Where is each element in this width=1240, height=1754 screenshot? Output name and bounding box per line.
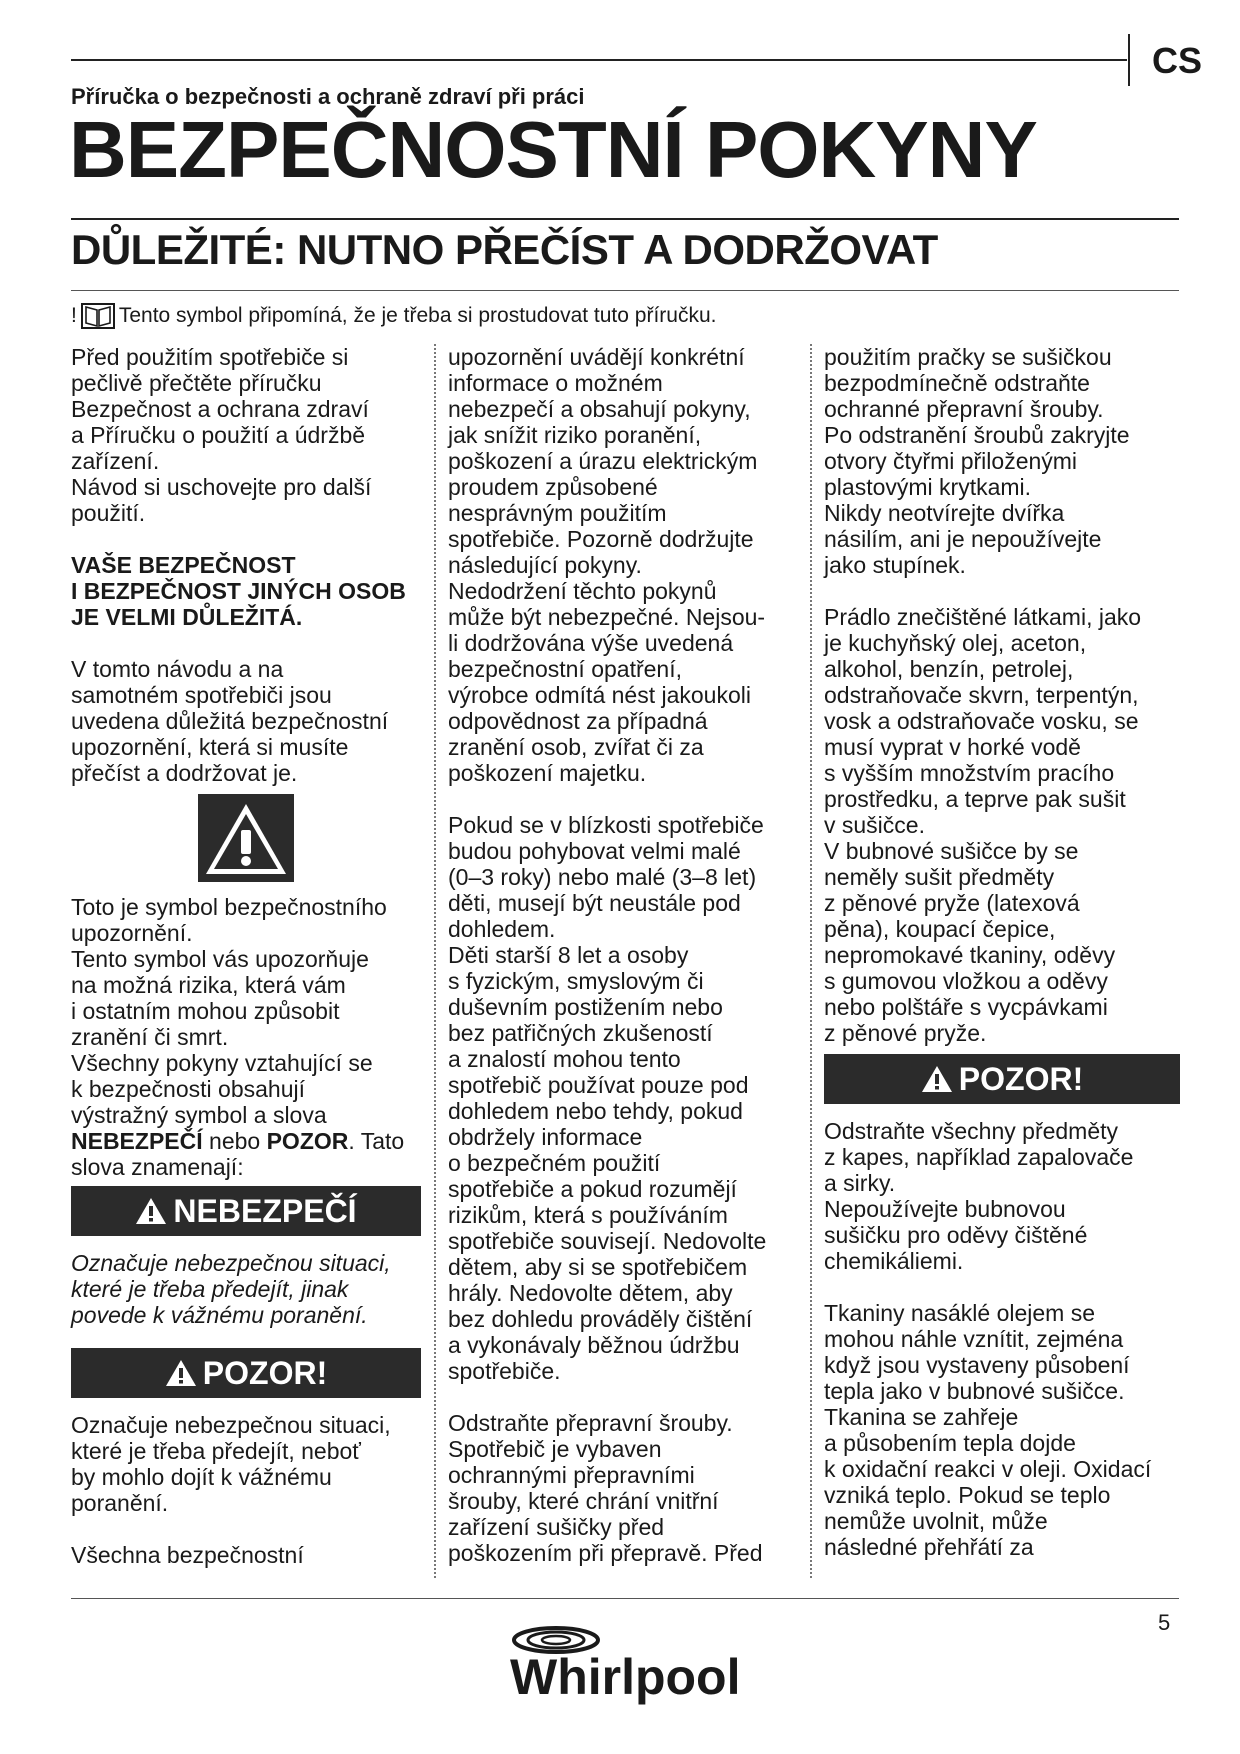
text-line: přečíst a dodržovat je. — [71, 760, 298, 786]
paragraph-children — [448, 812, 800, 1384]
text-line: poškozením při přepravě. Před — [448, 1540, 763, 1566]
text-line: na možná rizika, která vám — [71, 972, 346, 998]
caution-label: POZOR! — [958, 1061, 1084, 1097]
text-line: vosk a odstraňovače vosku, se — [824, 708, 1139, 734]
text-line: bez patřičných zkušeností — [448, 1020, 713, 1046]
text-line: výrobce odmítá nést jakoukoli — [448, 682, 751, 708]
warning-triangle-icon — [135, 1197, 167, 1225]
text-line: V bubnové sušičce by se — [824, 838, 1079, 864]
text-line: (0–3 roky) nebo malé (3–8 let) — [448, 864, 757, 890]
text-line: by mohlo dojít k vážnému — [71, 1464, 332, 1490]
text-fragment: nebo — [202, 1128, 267, 1154]
text-line: spotřebič používat pouze pod — [448, 1072, 749, 1098]
text-line: neměly sušit předměty — [824, 864, 1055, 890]
text-line: Toto je symbol bezpečnostního — [71, 894, 387, 920]
safety-heading-line: JE VELMI DŮLEŽITÁ. — [71, 604, 303, 630]
text-line: Po odstranění šroubů zakryjte — [824, 422, 1130, 448]
text-line: bezpodmínečně odstraňte — [824, 370, 1090, 396]
text-line: ochranné přepravní šrouby. — [824, 396, 1104, 422]
text-line: Návod si uschovejte pro další — [71, 474, 372, 500]
text-line: spotřebiče. Pozorně dodržujte — [448, 526, 754, 552]
text-line: zařízení sušičky před — [448, 1514, 665, 1540]
page-title: BEZPEČNOSTNÍ POKYNY — [69, 105, 1037, 194]
text-line: Všechna bezpečnostní — [71, 1542, 304, 1568]
text-line: odstraňovače skvrn, terpentýn, — [824, 682, 1139, 708]
text-line: plastovými krytkami. — [824, 474, 1032, 500]
safety-heading-line: I BEZPEČNOST JINÝCH OSOB — [71, 578, 406, 604]
text-line: poškození majetku. — [448, 760, 647, 786]
text-line: z pěnové pryže. — [824, 1020, 987, 1046]
text-line: informace o možném — [448, 370, 663, 396]
text-line: s gumovou vložkou a oděvy — [824, 968, 1108, 994]
text-line: děti, musejí být neustále pod — [448, 890, 741, 916]
text-line: v sušičce. — [824, 812, 925, 838]
warning-triangle-icon — [921, 1065, 953, 1093]
language-code: CS — [1152, 40, 1203, 81]
text-line: jak snížit riziko poranění, — [448, 422, 702, 448]
text-line: použitím pračky se sušičkou — [824, 344, 1112, 370]
text-fragment: . Tato — [348, 1128, 405, 1154]
text-line: hrály. Nedovolte dětem, aby — [448, 1280, 733, 1306]
danger-label: NEBEZPEČÍ — [173, 1193, 357, 1229]
text-line: Označuje nebezpečnou situaci, — [71, 1412, 391, 1438]
text-line: alkohol, benzín, petrolej, — [824, 656, 1074, 682]
text-line: slova znamenají: — [71, 1154, 244, 1180]
document-subtitle: Příručka o bezpečnosti a ochraně zdraví při práci — [71, 84, 585, 109]
text-line: tepla jako v bubnové sušičce. — [824, 1378, 1125, 1404]
text-line: a Příručku o použití a údržbě — [71, 422, 366, 448]
text-line: které je třeba předejít, jinak — [71, 1276, 349, 1302]
text-line: budou pohybovat velmi malé — [448, 838, 741, 864]
text-line: otvory čtyřmi přiloženými — [824, 448, 1078, 474]
text-line: pěna), koupací čepice, — [824, 916, 1056, 942]
text-line: nebezpečí a obsahují pokyny, — [448, 396, 751, 422]
text-line: zranění či smrt. — [71, 1024, 229, 1050]
caution-label: POZOR! — [202, 1355, 328, 1391]
top-vertical-rule — [1128, 34, 1130, 86]
text-line: povede k vážnému poranění. — [71, 1302, 368, 1328]
text-line: Spotřebič je vybaven — [448, 1436, 662, 1462]
text-line: násilím, ani je nepoužívejte — [824, 526, 1102, 552]
notice-text: Tento symbol připomíná, že je třeba si prostudovat tuto příručku. — [118, 304, 717, 327]
text-line: upozornění, která si musíte — [71, 734, 349, 760]
text-line: mohou náhle vznítit, zejména — [824, 1326, 1124, 1352]
text-line: Označuje nebezpečnou situaci, — [71, 1250, 391, 1276]
text-line: proudem způsobené — [448, 474, 658, 500]
text-line: Nepoužívejte bubnovou — [824, 1196, 1066, 1222]
text-line: z pěnové pryže (latexová — [824, 890, 1080, 916]
warning-triangle-icon — [165, 1359, 197, 1387]
danger-word: NEBEZPEČÍ — [71, 1128, 203, 1154]
text-line: vzniká teplo. Pokud se teplo — [824, 1482, 1111, 1508]
text-line: poškození a úrazu elektrickým — [448, 448, 758, 474]
text-line: dohledem. — [448, 916, 556, 942]
text-line: Tento symbol vás upozorňuje — [71, 946, 369, 972]
text-line: Děti starší 8 let a osoby — [448, 942, 689, 968]
text-line: Odstraňte všechny předměty — [824, 1118, 1119, 1144]
text-line: Bezpečnost a ochrana zdraví — [71, 396, 369, 422]
logo-text: Whirlpool — [510, 1649, 741, 1705]
notice-exclamation: ! — [71, 304, 77, 327]
text-line: a sirky. — [824, 1170, 896, 1196]
safety-alert-symbol — [71, 794, 421, 882]
paragraph-transport-bolts-cont — [824, 344, 1180, 578]
column-divider-1 — [434, 344, 436, 1578]
text-line: použití. — [71, 500, 146, 526]
text-line: musí vyprat v horké vodě — [824, 734, 1081, 760]
text-line: dohledem nebo tehdy, pokud — [448, 1098, 743, 1124]
section-title: DŮLEŽITÉ: NUTNO PŘEČÍST A DODRŽOVAT — [71, 226, 938, 273]
text-line: bez dohledu prováděly čištění — [448, 1306, 753, 1332]
text-line: spotřebiče. — [448, 1358, 561, 1384]
column-3 — [824, 344, 1180, 1560]
text-line: pečlivě přečtěte příručku — [71, 370, 322, 396]
text-line: samotném spotřebiči jsou — [71, 682, 332, 708]
text-line: nemůže uvolnit, může — [824, 1508, 1048, 1534]
text-line: duševním postižením nebo — [448, 994, 723, 1020]
danger-banner — [71, 1186, 421, 1236]
text-line: Nedodržení těchto pokynů — [448, 578, 717, 604]
text-line: z kapes, například zapalovače — [824, 1144, 1134, 1170]
text-line: následující pokyny. — [448, 552, 642, 578]
text-line: V tomto návodu a na — [71, 656, 284, 682]
text-line: upozornění. — [71, 920, 193, 946]
text-line: upozornění uvádějí konkrétní — [448, 344, 745, 370]
text-line: následné přehřátí za — [824, 1534, 1034, 1560]
text-line: sušičku pro oděvy čištěné — [824, 1222, 1088, 1248]
text-line: bezpečnostní opatření, — [448, 656, 682, 682]
whirlpool-logo — [500, 1618, 750, 1718]
manual-notice — [71, 303, 716, 329]
text-line: Tkanina se zahřeje — [824, 1404, 1019, 1430]
text-line: o bezpečném použití — [448, 1150, 661, 1176]
text-line: zranění osob, zvířat či za — [448, 734, 704, 760]
text-line: odpovědnost za případná — [448, 708, 708, 734]
text-line: nepromokavé tkaniny, oděvy — [824, 942, 1116, 968]
text-line: Tkaniny nasáklé olejem se — [824, 1300, 1096, 1326]
text-line: dětem, aby si se spotřebičem — [448, 1254, 748, 1280]
paragraph-oil-fabrics — [824, 1300, 1180, 1560]
column-2 — [448, 344, 800, 1566]
text-line: když jsou vystaveny působení — [824, 1352, 1130, 1378]
text-line: Pokud se v blízkosti spotřebiče — [448, 812, 764, 838]
text-line: k oxidační reakci v oleji. Oxidací — [824, 1456, 1152, 1482]
paragraph-warnings — [448, 344, 800, 786]
paragraph-soiled-laundry — [824, 604, 1180, 1046]
signal-words-line — [71, 1128, 421, 1154]
text-line: li dodržována výše uvedená — [448, 630, 734, 656]
text-line: i ostatním mohou způsobit — [71, 998, 340, 1024]
section-rule-top — [71, 218, 1179, 220]
text-line: prostředku, a teprve pak sušit — [824, 786, 1126, 812]
text-line: a působením tepla dojde — [824, 1430, 1076, 1456]
text-line: jako stupínek. — [824, 552, 966, 578]
text-line: poranění. — [71, 1490, 169, 1516]
text-line: ochrannými přepravními — [448, 1462, 695, 1488]
safety-heading-line: VAŠE BEZPEČNOST — [71, 552, 296, 578]
footer-rule — [71, 1598, 1179, 1599]
text-line: Odstraňte přepravní šrouby. — [448, 1410, 733, 1436]
column-1 — [71, 344, 421, 1568]
text-line: s vyšším množstvím pracího — [824, 760, 1115, 786]
section-rule-bottom — [71, 290, 1179, 291]
text-line: šrouby, které chrání vnitřní — [448, 1488, 719, 1514]
caution-banner — [824, 1054, 1180, 1104]
text-line: může být nebezpečné. Nejsou- — [448, 604, 766, 630]
text-line: nebo polštáře s vycpávkami — [824, 994, 1108, 1020]
text-line: spotřebiče souvisejí. Nedovolte — [448, 1228, 767, 1254]
text-line: výstražný symbol a slova — [71, 1102, 327, 1128]
text-line: nesprávným použitím — [448, 500, 667, 526]
text-line: obdržely informace — [448, 1124, 643, 1150]
text-line: s fyzickým, smyslovým či — [448, 968, 704, 994]
text-line: Prádlo znečištěné látkami, jako — [824, 604, 1142, 630]
book-icon — [81, 303, 115, 329]
text-line: k bezpečnosti obsahují — [71, 1076, 305, 1102]
text-line: uvedena důležitá bezpečnostní — [71, 708, 389, 734]
text-line: které je třeba předejít, neboť — [71, 1438, 361, 1464]
text-line: zařízení. — [71, 448, 160, 474]
paragraph-pockets — [824, 1118, 1180, 1274]
text-line: Všechny pokyny vztahující se — [71, 1050, 373, 1076]
text-line: Nikdy neotvírejte dvířka — [824, 500, 1065, 526]
top-rule — [71, 59, 1127, 61]
text-line: Před použitím spotřebiče si — [71, 344, 349, 370]
text-line: a vykonávaly běžnou údržbu — [448, 1332, 740, 1358]
text-line: spotřebiče a pokud rozumějí — [448, 1176, 737, 1202]
column-divider-2 — [810, 344, 812, 1578]
caution-banner — [71, 1348, 421, 1398]
text-line: rizikům, která s používáním — [448, 1202, 728, 1228]
page-number: 5 — [1158, 1610, 1171, 1635]
paragraph-transport-bolts — [448, 1410, 800, 1566]
text-line: a znalostí mohou tento — [448, 1046, 681, 1072]
caution-word: POZOR — [266, 1128, 349, 1154]
text-line: chemikáliemi. — [824, 1248, 964, 1274]
warning-triangle-icon — [198, 794, 294, 882]
text-line: je kuchyňský olej, aceton, — [824, 630, 1087, 656]
